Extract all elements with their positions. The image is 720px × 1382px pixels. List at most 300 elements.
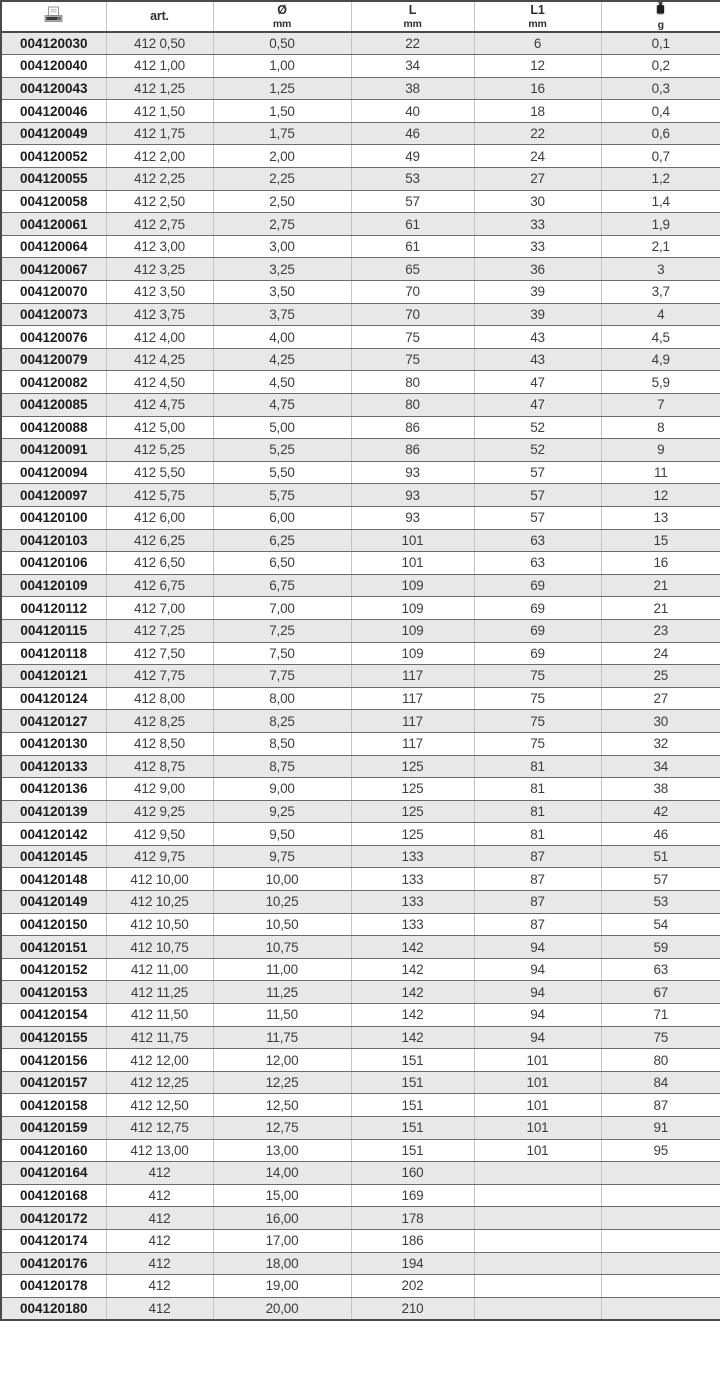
cell-length: 93: [351, 461, 474, 484]
cell-art: 412 3,00: [106, 235, 213, 258]
table-row: [1, 891, 720, 914]
length1-column-label: L1: [530, 3, 545, 18]
cell-art: 412 12,50: [106, 1094, 213, 1117]
cell-length1: 6: [474, 32, 601, 55]
header-cell-length1: [474, 1, 601, 32]
cell-art: 412 8,75: [106, 755, 213, 778]
cell-code: 004120052: [1, 145, 106, 168]
table-row: [1, 913, 720, 936]
table-row: [1, 619, 720, 642]
cell-length: 117: [351, 687, 474, 710]
cell-art: 412 4,75: [106, 394, 213, 417]
cell-art: 412 3,50: [106, 281, 213, 304]
cell-diameter: 12,25: [213, 1071, 351, 1094]
cell-length1: 39: [474, 303, 601, 326]
table-row: [1, 1207, 720, 1230]
cell-length1: 87: [474, 845, 601, 868]
cell-diameter: 11,25: [213, 981, 351, 1004]
header-cell-length: [351, 1, 474, 32]
cell-code: 004120070: [1, 281, 106, 304]
weight-column-unit: g: [657, 18, 664, 31]
cell-length: 109: [351, 619, 474, 642]
cell-diameter: 14,00: [213, 1162, 351, 1185]
cell-length1: 94: [474, 936, 601, 959]
cell-weight: 4: [601, 303, 720, 326]
cell-diameter: 9,00: [213, 778, 351, 801]
cell-weight: 25: [601, 665, 720, 688]
cell-weight: 30: [601, 710, 720, 733]
cell-art: 412 10,25: [106, 891, 213, 914]
cell-diameter: 2,50: [213, 190, 351, 213]
table-row: [1, 122, 720, 145]
table-row: [1, 32, 720, 55]
table-row: [1, 823, 720, 846]
cell-length1: 18: [474, 100, 601, 123]
cell-weight: 7: [601, 394, 720, 417]
table-row: [1, 1004, 720, 1027]
table-row: [1, 145, 720, 168]
cell-length: 109: [351, 597, 474, 620]
cell-diameter: 5,50: [213, 461, 351, 484]
cell-code: 004120136: [1, 778, 106, 801]
cell-art: 412 11,75: [106, 1026, 213, 1049]
cell-weight: 12: [601, 484, 720, 507]
cell-diameter: 3,75: [213, 303, 351, 326]
cell-weight: 4,9: [601, 348, 720, 371]
cell-art: 412: [106, 1252, 213, 1275]
cell-length: 142: [351, 936, 474, 959]
cell-code: 004120088: [1, 416, 106, 439]
cell-length1: 81: [474, 823, 601, 846]
table-row: [1, 1117, 720, 1140]
cell-code: 004120127: [1, 710, 106, 733]
cell-length: 109: [351, 574, 474, 597]
cell-diameter: 2,25: [213, 168, 351, 191]
cell-code: 004120085: [1, 394, 106, 417]
cell-code: 004120155: [1, 1026, 106, 1049]
cell-code: 004120079: [1, 348, 106, 371]
cell-art: 412 8,00: [106, 687, 213, 710]
cell-weight: 38: [601, 778, 720, 801]
cell-code: 004120058: [1, 190, 106, 213]
cell-art: 412 4,00: [106, 326, 213, 349]
cell-weight: 8: [601, 416, 720, 439]
cell-diameter: 5,25: [213, 439, 351, 462]
cell-diameter: 2,00: [213, 145, 351, 168]
cell-art: 412 5,75: [106, 484, 213, 507]
table-row: [1, 755, 720, 778]
cell-weight: 2,1: [601, 235, 720, 258]
cell-length: 169: [351, 1184, 474, 1207]
cell-code: 004120133: [1, 755, 106, 778]
cell-length: 61: [351, 235, 474, 258]
cell-length1: [474, 1229, 601, 1252]
cell-code: 004120109: [1, 574, 106, 597]
cell-art: 412 9,25: [106, 800, 213, 823]
cell-weight: 27: [601, 687, 720, 710]
cell-length: 93: [351, 506, 474, 529]
cell-code: 004120149: [1, 891, 106, 914]
length-column-label: L: [408, 3, 417, 18]
diameter-column-unit: mm: [272, 17, 292, 30]
cell-art: 412 7,75: [106, 665, 213, 688]
cell-weight: 71: [601, 1004, 720, 1027]
cell-length: 133: [351, 845, 474, 868]
cell-code: 004120061: [1, 213, 106, 236]
cell-code: 004120118: [1, 642, 106, 665]
cell-length: 80: [351, 371, 474, 394]
cell-diameter: 1,75: [213, 122, 351, 145]
cell-code: 004120082: [1, 371, 106, 394]
cell-length1: [474, 1297, 601, 1320]
cell-length: 210: [351, 1297, 474, 1320]
cell-weight: 13: [601, 506, 720, 529]
cell-weight: 59: [601, 936, 720, 959]
cell-length: 125: [351, 778, 474, 801]
cell-length1: 87: [474, 868, 601, 891]
table-row: [1, 416, 720, 439]
cell-weight: 63: [601, 958, 720, 981]
table-row: [1, 1026, 720, 1049]
cell-length1: 33: [474, 213, 601, 236]
cell-length1: 69: [474, 619, 601, 642]
cell-diameter: 3,25: [213, 258, 351, 281]
cell-length1: 33: [474, 235, 601, 258]
cell-length1: [474, 1207, 601, 1230]
cell-weight: 1,9: [601, 213, 720, 236]
cell-length1: 43: [474, 326, 601, 349]
cell-diameter: 7,00: [213, 597, 351, 620]
cell-diameter: 17,00: [213, 1229, 351, 1252]
cell-weight: [601, 1207, 720, 1230]
cell-length: 142: [351, 1026, 474, 1049]
cell-art: 412 1,50: [106, 100, 213, 123]
cell-length: 194: [351, 1252, 474, 1275]
cell-art: 412 2,00: [106, 145, 213, 168]
cell-code: 004120106: [1, 552, 106, 575]
cell-code: 004120046: [1, 100, 106, 123]
cell-length1: 16: [474, 77, 601, 100]
cell-length1: 75: [474, 710, 601, 733]
printer-icon: [43, 6, 64, 23]
cell-length: 75: [351, 348, 474, 371]
cell-art: 412 3,75: [106, 303, 213, 326]
cell-code: 004120100: [1, 506, 106, 529]
table-row: [1, 1297, 720, 1320]
cell-code: 004120040: [1, 55, 106, 78]
cell-art: 412 2,75: [106, 213, 213, 236]
cell-length: 133: [351, 868, 474, 891]
cell-length: 133: [351, 891, 474, 914]
table-row: [1, 506, 720, 529]
cell-diameter: 5,00: [213, 416, 351, 439]
table-row: [1, 529, 720, 552]
cell-code: 004120139: [1, 800, 106, 823]
cell-length: 109: [351, 642, 474, 665]
cell-code: 004120174: [1, 1229, 106, 1252]
cell-length1: [474, 1184, 601, 1207]
cell-weight: 21: [601, 597, 720, 620]
cell-art: 412 2,25: [106, 168, 213, 191]
cell-length1: 57: [474, 461, 601, 484]
cell-diameter: 4,75: [213, 394, 351, 417]
table-row: [1, 1094, 720, 1117]
cell-diameter: 4,00: [213, 326, 351, 349]
cell-length1: 57: [474, 506, 601, 529]
cell-length: 151: [351, 1071, 474, 1094]
cell-weight: [601, 1229, 720, 1252]
cell-code: 004120145: [1, 845, 106, 868]
cell-diameter: 11,00: [213, 958, 351, 981]
table-row: [1, 1184, 720, 1207]
cell-length: 53: [351, 168, 474, 191]
cell-code: 004120176: [1, 1252, 106, 1275]
table-row: [1, 1049, 720, 1072]
cell-diameter: 20,00: [213, 1297, 351, 1320]
cell-art: 412 9,50: [106, 823, 213, 846]
cell-length: 142: [351, 981, 474, 1004]
cell-weight: [601, 1275, 720, 1298]
table-row: [1, 303, 720, 326]
header-cell-code: [1, 1, 106, 32]
table-row: [1, 484, 720, 507]
cell-length1: [474, 1162, 601, 1185]
cell-weight: 53: [601, 891, 720, 914]
cell-weight: 5,9: [601, 371, 720, 394]
cell-diameter: 3,50: [213, 281, 351, 304]
table-row: [1, 665, 720, 688]
cell-weight: 57: [601, 868, 720, 891]
table-row: [1, 597, 720, 620]
table-row: [1, 348, 720, 371]
cell-code: 004120156: [1, 1049, 106, 1072]
cell-code: 004120153: [1, 981, 106, 1004]
cell-code: 004120151: [1, 936, 106, 959]
cell-weight: [601, 1297, 720, 1320]
cell-weight: 24: [601, 642, 720, 665]
cell-diameter: 5,75: [213, 484, 351, 507]
table-row: [1, 868, 720, 891]
cell-length1: 47: [474, 394, 601, 417]
cell-weight: 21: [601, 574, 720, 597]
cell-code: 004120091: [1, 439, 106, 462]
cell-weight: 0,6: [601, 122, 720, 145]
cell-code: 004120067: [1, 258, 106, 281]
cell-art: 412 6,00: [106, 506, 213, 529]
table-row: [1, 190, 720, 213]
cell-diameter: 7,50: [213, 642, 351, 665]
table-row: [1, 1229, 720, 1252]
cell-code: 004120150: [1, 913, 106, 936]
cell-diameter: 9,25: [213, 800, 351, 823]
cell-diameter: 16,00: [213, 1207, 351, 1230]
cell-length1: 101: [474, 1094, 601, 1117]
cell-weight: 3,7: [601, 281, 720, 304]
cell-weight: 84: [601, 1071, 720, 1094]
table-row: [1, 168, 720, 191]
table-row: [1, 732, 720, 755]
cell-weight: 9: [601, 439, 720, 462]
cell-length1: 24: [474, 145, 601, 168]
table-row: [1, 574, 720, 597]
cell-art: 412 7,50: [106, 642, 213, 665]
cell-art: 412 6,75: [106, 574, 213, 597]
art-column-label: art.: [150, 9, 169, 24]
cell-length: 86: [351, 416, 474, 439]
cell-art: 412 5,25: [106, 439, 213, 462]
cell-length1: 94: [474, 1026, 601, 1049]
cell-art: 412 0,50: [106, 32, 213, 55]
cell-diameter: 12,50: [213, 1094, 351, 1117]
cell-art: 412 6,50: [106, 552, 213, 575]
table-row: [1, 1162, 720, 1185]
cell-art: 412 5,50: [106, 461, 213, 484]
diameter-column-label: Ø: [277, 3, 287, 18]
cell-diameter: 10,75: [213, 936, 351, 959]
cell-length: 151: [351, 1139, 474, 1162]
cell-diameter: 9,50: [213, 823, 351, 846]
table-row: [1, 77, 720, 100]
cell-code: 004120172: [1, 1207, 106, 1230]
cell-weight: 23: [601, 619, 720, 642]
cell-weight: 16: [601, 552, 720, 575]
cell-weight: [601, 1252, 720, 1275]
header-cell-art: [106, 1, 213, 32]
cell-length: 117: [351, 665, 474, 688]
cell-length1: 101: [474, 1139, 601, 1162]
cell-art: 412 8,25: [106, 710, 213, 733]
cell-length1: 94: [474, 1004, 601, 1027]
table-row: [1, 371, 720, 394]
cell-diameter: 10,00: [213, 868, 351, 891]
cell-art: 412: [106, 1207, 213, 1230]
cell-length1: 47: [474, 371, 601, 394]
cell-length: 101: [351, 552, 474, 575]
cell-weight: 0,1: [601, 32, 720, 55]
cell-weight: [601, 1184, 720, 1207]
cell-diameter: 13,00: [213, 1139, 351, 1162]
cell-diameter: 8,00: [213, 687, 351, 710]
cell-weight: 0,3: [601, 77, 720, 100]
table-row: [1, 778, 720, 801]
cell-code: 004120073: [1, 303, 106, 326]
cell-code: 004120178: [1, 1275, 106, 1298]
cell-weight: 34: [601, 755, 720, 778]
cell-weight: 15: [601, 529, 720, 552]
cell-length: 93: [351, 484, 474, 507]
cell-weight: 95: [601, 1139, 720, 1162]
cell-diameter: 12,00: [213, 1049, 351, 1072]
table-row: [1, 1139, 720, 1162]
cell-weight: 3: [601, 258, 720, 281]
cell-weight: 32: [601, 732, 720, 755]
table-row: [1, 281, 720, 304]
table-row: [1, 1071, 720, 1094]
cell-weight: 0,2: [601, 55, 720, 78]
cell-diameter: 0,50: [213, 32, 351, 55]
cell-code: 004120158: [1, 1094, 106, 1117]
cell-length1: 52: [474, 416, 601, 439]
cell-length1: 101: [474, 1049, 601, 1072]
cell-length: 70: [351, 281, 474, 304]
cell-length1: 69: [474, 642, 601, 665]
cell-diameter: 18,00: [213, 1252, 351, 1275]
cell-length1: 43: [474, 348, 601, 371]
cell-code: 004120030: [1, 32, 106, 55]
cell-diameter: 15,00: [213, 1184, 351, 1207]
cell-code: 004120130: [1, 732, 106, 755]
cell-diameter: 6,75: [213, 574, 351, 597]
table-row: [1, 235, 720, 258]
cell-length1: 81: [474, 800, 601, 823]
table-row: [1, 461, 720, 484]
table-row: [1, 394, 720, 417]
cell-length: 34: [351, 55, 474, 78]
cell-length1: 75: [474, 665, 601, 688]
table-row: [1, 1252, 720, 1275]
cell-art: 412 2,50: [106, 190, 213, 213]
cell-diameter: 10,25: [213, 891, 351, 914]
cell-art: 412 5,00: [106, 416, 213, 439]
cell-length1: 101: [474, 1117, 601, 1140]
cell-length: 133: [351, 913, 474, 936]
cell-art: 412: [106, 1275, 213, 1298]
cell-length: 101: [351, 529, 474, 552]
cell-length: 61: [351, 213, 474, 236]
cell-code: 004120124: [1, 687, 106, 710]
cell-length1: 81: [474, 755, 601, 778]
cell-art: 412 13,00: [106, 1139, 213, 1162]
table-row: [1, 258, 720, 281]
cell-diameter: 1,00: [213, 55, 351, 78]
cell-length: 202: [351, 1275, 474, 1298]
cell-diameter: 12,75: [213, 1117, 351, 1140]
header-cell-weight: [601, 1, 720, 32]
cell-length: 117: [351, 732, 474, 755]
cell-weight: 75: [601, 1026, 720, 1049]
table-row: [1, 326, 720, 349]
cell-art: 412 12,75: [106, 1117, 213, 1140]
cell-length1: 12: [474, 55, 601, 78]
cell-diameter: 19,00: [213, 1275, 351, 1298]
table-row: [1, 845, 720, 868]
cell-art: 412 1,75: [106, 122, 213, 145]
cell-length1: [474, 1275, 601, 1298]
cell-diameter: 11,50: [213, 1004, 351, 1027]
cell-length: 125: [351, 755, 474, 778]
cell-code: 004120159: [1, 1117, 106, 1140]
cell-diameter: 7,25: [213, 619, 351, 642]
header-cell-diameter: [213, 1, 351, 32]
cell-code: 004120055: [1, 168, 106, 191]
table-header: [1, 1, 720, 32]
cell-art: 412 6,25: [106, 529, 213, 552]
cell-length: 75: [351, 326, 474, 349]
cell-length: 65: [351, 258, 474, 281]
cell-weight: 51: [601, 845, 720, 868]
cell-code: 004120043: [1, 77, 106, 100]
table-row: [1, 981, 720, 1004]
weight-icon: [655, 2, 666, 15]
cell-art: 412 10,75: [106, 936, 213, 959]
cell-art: 412 7,25: [106, 619, 213, 642]
table-row: [1, 1275, 720, 1298]
cell-length: 80: [351, 394, 474, 417]
cell-length1: 30: [474, 190, 601, 213]
cell-length1: 101: [474, 1071, 601, 1094]
cell-length1: 81: [474, 778, 601, 801]
cell-code: 004120168: [1, 1184, 106, 1207]
